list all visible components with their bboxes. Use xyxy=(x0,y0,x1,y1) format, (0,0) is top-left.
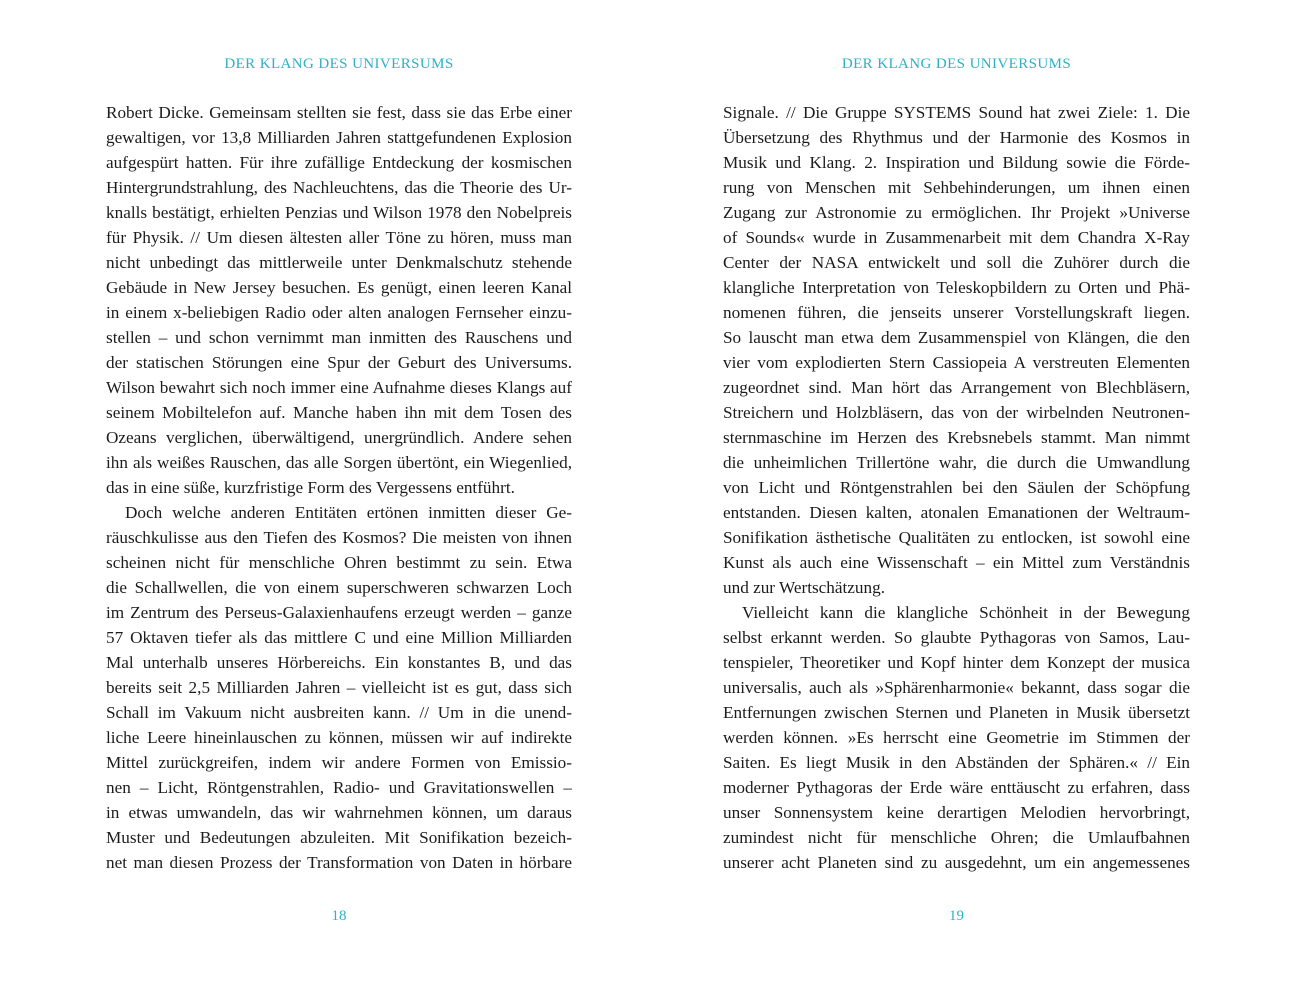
text-line: Hintergrundstrahlung, des Nachleuchtens, das die Theorie des Ur- xyxy=(106,178,572,197)
text-line: Mal unterhalb unseres Hörbereichs. Ein konstantes B, und das xyxy=(106,653,572,672)
text-line: räuschkulisse aus den Tiefen des Kosmos? Die meisten von ihnen xyxy=(106,528,572,547)
text-line: entstanden. Diesen kalten, atonalen Emanationen der Weltraum- xyxy=(723,503,1190,522)
text-line: Übersetzung des Rhythmus und der Harmonie des Kosmos in xyxy=(723,128,1190,147)
text-line: klangliche Interpretation von Teleskopbildern zu Orten und Phä- xyxy=(723,278,1190,297)
text-line: nen – Licht, Röntgenstrahlen, Radio- und Gravitationswellen – xyxy=(106,778,572,797)
text-line: Musik und Klang. 2. Inspiration und Bildung sowie die Förde- xyxy=(723,153,1190,172)
text-line: Saiten. Es liegt Musik in den Abständen der Sphären.« // Ein xyxy=(723,753,1190,772)
text-line: universalis, auch als »Sphärenharmonie« bekannt, dass sogar die xyxy=(723,678,1190,697)
running-head: DER KLANG DES UNIVERSUMS xyxy=(224,56,454,72)
text-line: So lauscht man etwa dem Zusammenspiel von Klängen, die den xyxy=(723,328,1190,347)
text-line: Muster und Bedeutungen abzuleiten. Mit Sonifikation bezeich- xyxy=(106,828,572,847)
text-line: seinem Mobiltelefon auf. Manche haben ihn mit dem Tosen des xyxy=(106,403,572,422)
text-line: of Sounds« wurde in Zusammenarbeit mit dem Chandra X-Ray xyxy=(723,228,1190,247)
body-text xyxy=(723,100,1190,875)
text-line: knalls bestätigt, erhielten Penzias und Wilson 1978 den Nobelpreis xyxy=(106,203,572,222)
text-line: sternmaschine im Herzen des Krebsnebels stammt. Man nimmt xyxy=(723,428,1190,447)
text-line: Schall im Vakuum nicht ausbreiten kann. // Um in die unend- xyxy=(106,703,572,722)
text-line: liche Leere hineinlauschen zu können, müssen wir auf indirekte xyxy=(106,728,572,747)
text-line: Center der NASA entwickelt und soll die Zuhörer durch die xyxy=(723,253,1190,272)
text-line: das in eine süße, kurzfristige Form des Vergessens entführt. xyxy=(106,478,515,497)
text-line: scheinen nicht für menschliche Ohren bestimmt zu sein. Etwa xyxy=(106,553,572,572)
page-number: 19 xyxy=(949,908,964,924)
text-line: vier vom explodierten Stern Cassiopeia A verstreuten Elementen xyxy=(723,353,1190,372)
text-line: Ozeans verglichen, überwältigend, unergründlich. Andere sehen xyxy=(106,428,572,447)
text-line: Entfernungen zwischen Sternen und Planeten in Musik übersetzt xyxy=(723,703,1190,722)
text-line: nomenen führen, die jenseits unserer Vorstellungskraft liegen. xyxy=(723,303,1190,322)
right-page xyxy=(723,0,1190,1000)
text-line: und zur Wertschätzung. xyxy=(723,578,886,597)
text-line: zumindest nicht für menschliche Ohren; die Umlaufbahnen xyxy=(723,828,1190,847)
text-line: Streichern und Holzbläsern, das von der wirbelnden Neutronen- xyxy=(723,403,1190,422)
text-line: zugeordnet sind. Man hört das Arrangement von Blechbläsern, xyxy=(723,378,1190,397)
text-line: moderner Pythagoras der Erde wäre enttäuscht zu erfahren, dass xyxy=(723,778,1190,797)
text-line: bereits seit 2,5 Milliarden Jahren – vielleicht ist es gut, dass sich xyxy=(106,678,572,697)
text-line: in einem x-beliebigen Radio oder alten analogen Fernseher einzu- xyxy=(106,303,572,322)
text-line: in etwas umwandeln, das wir wahrnehmen können, um daraus xyxy=(106,803,572,822)
body-text xyxy=(106,100,572,875)
text-line: nicht unbedingt das mittlerweile unter Denkmalschutz stehende xyxy=(106,253,572,272)
text-line: Vielleicht kann die klangliche Schönheit in der Bewegung xyxy=(742,603,1190,622)
text-line: für Physik. // Um diesen ältesten aller Töne zu hören, muss man xyxy=(106,228,572,247)
text-line: net man diesen Prozess der Transformation von Daten in hörbare xyxy=(106,853,572,872)
text-line: Doch welche anderen Entitäten ertönen inmitten dieser Ge- xyxy=(125,503,572,522)
text-line: aufgespürt hatten. Für ihre zufällige Entdeckung der kosmischen xyxy=(106,153,572,172)
running-head: DER KLANG DES UNIVERSUMS xyxy=(841,56,1072,72)
page-number: 18 xyxy=(331,908,347,924)
text-line: Sonifikation ästhetische Qualitäten zu entlocken, ist sowohl eine xyxy=(723,528,1190,547)
left-page xyxy=(106,0,572,1000)
text-line: unser Sonnensystem keine derartigen Melodien hervorbringt, xyxy=(723,803,1190,822)
text-line: von Licht und Röntgenstrahlen bei den Säulen der Schöpfung xyxy=(723,478,1190,497)
text-line: Mittel zurückgreifen, indem wir andere Formen von Emissio- xyxy=(106,753,572,772)
text-line: werden können. »Es herrscht eine Geometrie im Stimmen der xyxy=(723,728,1190,747)
text-line: unserer acht Planeten sind zu ausgedehnt, um ein angemessenes xyxy=(723,853,1190,872)
text-line: tenspieler, Theoretiker und Kopf hinter dem Konzept der musica xyxy=(723,653,1190,672)
text-line: selbst erkannt werden. So glaubte Pythagoras von Samos, Lau- xyxy=(723,628,1190,647)
text-line: stellen – und schon vernimmt man inmitten des Rauschens und xyxy=(106,328,572,347)
text-line: Robert Dicke. Gemeinsam stellten sie fest, dass sie das Erbe einer xyxy=(106,103,572,122)
text-line: 57 Oktaven tiefer als das mittlere C und eine Million Milliarden xyxy=(106,628,572,647)
text-line: die Schallwellen, die von einem superschweren schwarzen Loch xyxy=(106,578,572,597)
text-line: ihn als weißes Rauschen, das alle Sorgen übertönt, ein Wiegenlied, xyxy=(106,453,572,472)
text-line: Wilson bewahrt sich noch immer eine Aufnahme dieses Klangs auf xyxy=(106,378,572,397)
text-line: Kunst als auch eine Wissenschaft – ein Mittel zum Verständnis xyxy=(723,553,1190,572)
text-line: Gebäude in New Jersey besuchen. Es genügt, einen leeren Kanal xyxy=(106,278,572,297)
text-line: Signale. // Die Gruppe SYSTEMS Sound hat zwei Ziele: 1. Die xyxy=(723,103,1190,122)
text-line: die unheimlichen Trillertöne wahr, die durch die Umwandlung xyxy=(723,453,1190,472)
text-line: gewaltigen, vor 13,8 Milliarden Jahren stattgefundenen Explosion xyxy=(106,128,572,147)
text-line: der statischen Störungen eine Spur der Geburt des Universums. xyxy=(106,353,572,372)
text-line: rung von Menschen mit Sehbehinderungen, um ihnen einen xyxy=(723,178,1190,197)
text-line: im Zentrum des Perseus-Galaxienhaufens erzeugt werden – ganze xyxy=(106,603,572,622)
text-line: Zugang zur Astronomie zu ermöglichen. Ihr Projekt »Universe xyxy=(723,203,1190,222)
